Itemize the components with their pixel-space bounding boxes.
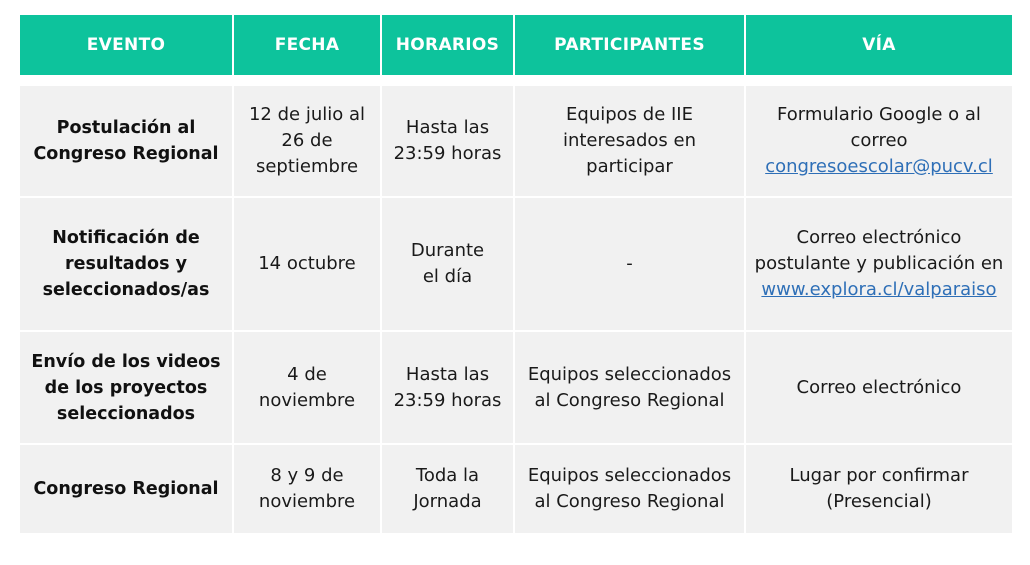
cell-participantes	[514, 444, 745, 534]
cell-participantes	[514, 197, 745, 331]
cell-fecha	[233, 444, 381, 534]
header-horarios: HORARIOS	[381, 15, 514, 76]
table-row	[19, 85, 1013, 197]
cell-line: Equipos seleccionados	[527, 363, 732, 385]
cell-via	[745, 444, 1013, 534]
cell-line: Correo electrónico	[796, 227, 962, 248]
cell-line: correo	[850, 130, 908, 151]
cell-participantes	[514, 85, 745, 197]
cell-line: Notificación de	[52, 228, 200, 248]
cell-participantes	[514, 331, 745, 444]
cell-line: participar	[586, 156, 673, 177]
cell-horarios	[381, 444, 514, 534]
header-row	[19, 15, 1013, 76]
cell-line: Jornada	[413, 491, 482, 512]
spacer-cell	[19, 76, 1013, 85]
cell-line: Postulación al	[56, 118, 196, 138]
cell-fecha	[233, 197, 381, 331]
table-row	[19, 197, 1013, 331]
header-evento: EVENTO	[19, 15, 233, 76]
email-link[interactable]: congresoescolar@pucv.cl	[765, 156, 993, 177]
cell-line: Envío de los videos	[31, 351, 221, 372]
cell-line: septiembre	[255, 156, 359, 177]
schedule-table	[18, 15, 1014, 535]
cell-line: interesados en	[562, 130, 697, 151]
cell-line: (Presencial)	[826, 491, 932, 512]
cell-line: Correo electrónico	[796, 376, 962, 398]
cell-evento	[19, 444, 233, 534]
cell-line: Congreso Regional	[33, 144, 219, 164]
cell-line: Formulario Google o al	[777, 104, 981, 125]
cell-line: 23:59 horas	[393, 389, 502, 411]
cell-horarios	[381, 331, 514, 444]
table-row	[19, 331, 1013, 444]
cell-line: postulante y publicación en	[754, 253, 1004, 274]
cell-line: Hasta las	[405, 117, 490, 138]
cell-line: Congreso Regional	[33, 479, 219, 499]
cell-line: Toda la	[415, 465, 480, 486]
cell-via	[745, 331, 1013, 444]
cell-via	[745, 85, 1013, 197]
cell-line: Equipos seleccionados	[527, 465, 732, 486]
cell-line: Lugar por confirmar	[789, 465, 969, 486]
cell-line: el día	[422, 266, 473, 287]
cell-evento	[19, 85, 233, 197]
cell-line: 8 y 9 de	[270, 465, 344, 486]
header-participantes: PARTICIPANTES	[514, 15, 745, 76]
cell-line: 26 de	[281, 130, 333, 151]
cell-line: resultados y	[64, 254, 187, 274]
cell-line: de los proyectos	[44, 377, 208, 398]
cell-line: 12 de julio al	[248, 104, 366, 125]
header-fecha: FECHA	[233, 15, 381, 76]
cell-line: 14 octubre	[258, 253, 356, 274]
header-via: VÍA	[745, 15, 1013, 76]
cell-horarios	[381, 197, 514, 331]
cell-line: -	[626, 253, 633, 274]
cell-line: 4 de	[287, 363, 327, 385]
cell-via	[745, 197, 1013, 331]
website-link[interactable]: www.explora.cl/valparaiso	[761, 279, 997, 300]
cell-line: noviembre	[258, 491, 356, 512]
cell-fecha	[233, 331, 381, 444]
cell-line: Equipos de IIE	[566, 104, 693, 125]
header-spacer	[19, 76, 1013, 85]
cell-horarios	[381, 85, 514, 197]
cell-line: al Congreso Regional	[534, 389, 725, 411]
cell-line: seleccionados	[56, 403, 196, 424]
table-row	[19, 444, 1013, 534]
cell-line: al Congreso Regional	[534, 491, 725, 512]
cell-line: 23:59 horas	[393, 143, 502, 164]
cell-evento	[19, 331, 233, 444]
cell-evento	[19, 197, 233, 331]
cell-fecha	[233, 85, 381, 197]
cell-line: Hasta las	[405, 363, 490, 385]
cell-line: seleccionados/as	[42, 280, 210, 300]
cell-line: noviembre	[258, 389, 356, 411]
cell-line: Durante	[410, 240, 485, 261]
